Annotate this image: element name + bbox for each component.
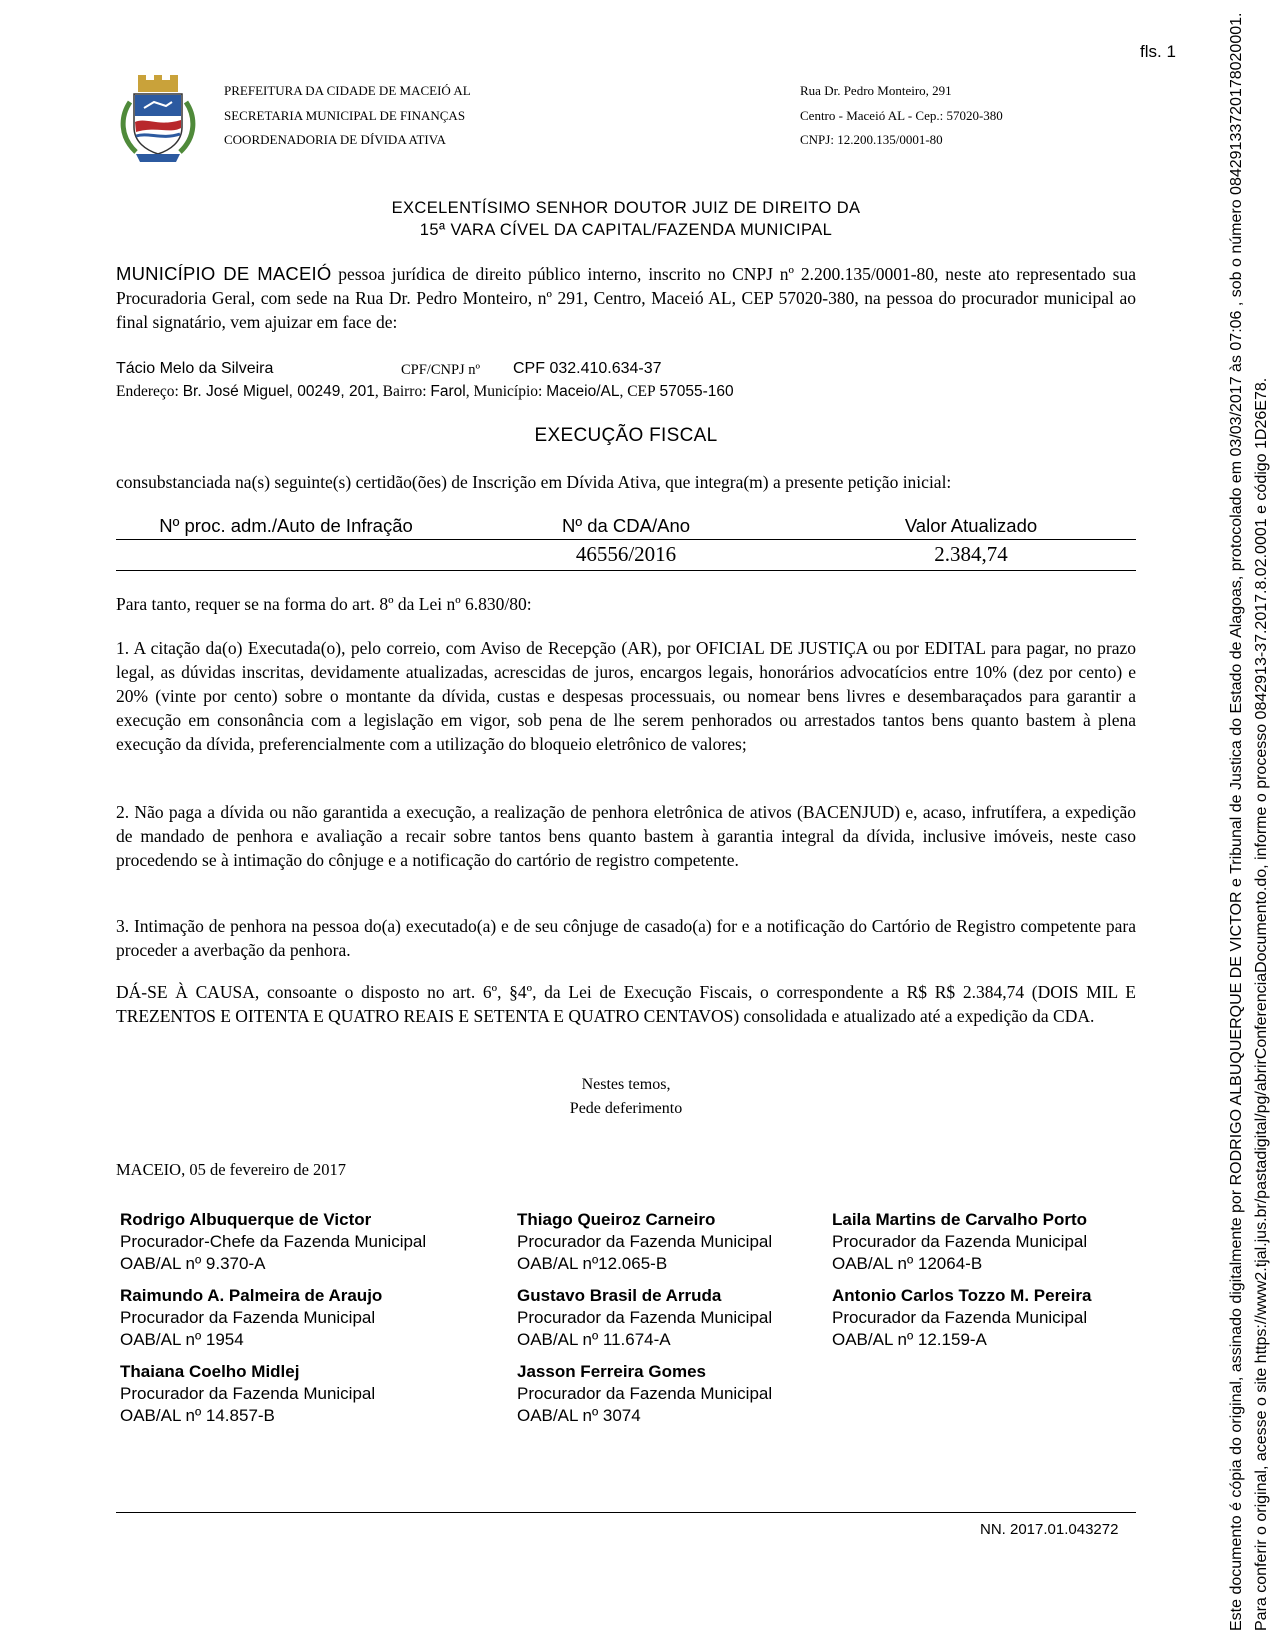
signatory-block	[517, 1209, 772, 1275]
header-line: CNPJ: 12.200.135/0001-80	[800, 132, 943, 147]
signatory-role: Procurador da Fazenda Municipal	[832, 1308, 1088, 1327]
petition-addressee	[116, 197, 1136, 241]
header-address-block	[800, 79, 1003, 153]
signatory-name: Thiago Queiroz Carneiro	[517, 1210, 716, 1229]
cda-cell: 46556/2016	[575, 542, 677, 566]
closing-line: Nestes temos,	[581, 1076, 671, 1093]
signatory-oab: OAB/AL nº 1954	[120, 1330, 244, 1349]
doc-label: CPF/CNPJ nº	[401, 362, 481, 378]
cda-table	[116, 513, 1136, 571]
signatory-block	[517, 1361, 772, 1427]
signatory-oab: OAB/AL nº 12064-B	[832, 1254, 983, 1273]
address-label: Endereço:	[116, 383, 179, 400]
address-value: Br. José Miguel, 00249, 201	[182, 383, 375, 400]
signatory-block	[120, 1209, 426, 1275]
signatory-oab: OAB/AL nº 3074	[517, 1406, 641, 1425]
signatory-name: Gustavo Brasil de Arruda	[517, 1286, 722, 1305]
request-item: 3. Intimação de penhora na pessoa do(a) executado(a) e de seu cônjuge de casado(a) for e a notificação do Cartório de Registro competente para proceder a averbação da penhora.	[116, 916, 1136, 960]
signatory-name: Laila Martins de Carvalho Porto	[832, 1210, 1088, 1229]
signatory-role: Procurador da Fazenda Municipal	[517, 1384, 773, 1403]
signatory-name: Rodrigo Albuquerque de Victor	[120, 1210, 372, 1229]
header-line: SECRETARIA MUNICIPAL DE FINANÇAS	[224, 107, 466, 123]
cep-value: 57055-160	[659, 383, 734, 400]
doc-value: CPF 032.410.634-37	[513, 360, 662, 377]
requests-intro: Para tanto, requer se na forma do art. 8º da Lei nº 6.830/80:	[116, 594, 532, 614]
addressee-line: 15ª VARA CÍVEL DA CAPITAL/FAZENDA MUNICIPAL	[419, 221, 833, 239]
signatory-oab: OAB/AL nº12.065-B	[517, 1254, 668, 1273]
intro-paragraph	[116, 262, 1136, 334]
bairro-value: Farol	[430, 383, 466, 400]
request-item: 1. A citação da(o) Executada(o), pelo correio, com Aviso de Recepção (AR), por OFICIAL DE JUSTIÇA ou por EDITAL para pagar, no prazo legal, as dúvidas inscritas, devidamente atualizadas, acrescidas de juros, encargos legais, honorários advocatícios entre 10% (dez por cento) e 20% (vinte por cento) sobre o montante da dívida, custas e despesas processuais, ou nomear bens livres e desembaraçados para garantir a execução em consonância com a legislação em vigor, sob pena de lhe serem penhorados ou arrestados tantos bens quanto bastem à plena execução da dívida, preferencialmente com a utilização do bloqueio eletrônico de valores;	[116, 638, 1136, 754]
side-note-line: Para conferir o original, acesse o site https://www2.tjal.jus.br/pastadigital/pg/abrirConferenciaDocumento.do, informe o processo 0842913-37.2017.8.02.0001 e código 1D26E78.	[1253, 377, 1270, 1631]
request-item: 2. Não paga a dívida ou não garantida a execução, a realização de penhora eletrônica de ativos (BACENJUD) e, acaso, infrutífera, a expedição de mandado de penhora e avaliação a recair sobre tantos bens quanto bastem à garantia integral da dívida, inclusive imóveis, neste caso procedendo se à intimação do cônjuge e a notificação do cartório de registro competente.	[116, 802, 1136, 870]
column-header: Nº proc. adm./Auto de Infração	[159, 515, 413, 536]
signatory-role: Procurador da Fazenda Municipal	[832, 1232, 1088, 1251]
valor-cell: 2.384,74	[934, 542, 1008, 566]
page-number-label: fls. 1	[1140, 42, 1176, 61]
signatory-role: Procurador da Fazenda Municipal	[120, 1308, 376, 1327]
intro-text: pessoa jurídica de direito público interno, inscrito no CNPJ nº 2.200.135/0001-80, neste ato representado sua Procuradoria Geral, com sede na Rua Dr. Pedro Monteiro, nº 291, Centro, Maceió AL, CEP 57020-380, na pessoa do procurador municipal ao final signatário, vem ajuizar em face de:	[116, 264, 1137, 332]
signatory-block	[517, 1285, 772, 1351]
signatory-block	[120, 1361, 375, 1427]
place-date: MACEIO, 05 de fevereiro de 2017	[116, 1160, 347, 1179]
signatory-oab: OAB/AL nº 12.159-A	[832, 1330, 987, 1349]
consubstanciada-text: consubstanciada na(s) seguinte(s) certidão(ões) de Inscrição em Dívida Ativa, que integra(m) a presente petição inicial:	[116, 472, 952, 492]
closing-line: Pede deferimento	[569, 1100, 683, 1117]
column-header: Nº da CDA/Ano	[561, 515, 691, 536]
signatory-oab: OAB/AL nº 9.370-A	[120, 1254, 266, 1273]
digital-signature-note	[1224, 6, 1274, 1631]
signatory-oab: OAB/AL nº 11.674-A	[517, 1330, 671, 1349]
defendant-block	[116, 360, 1136, 402]
municipal-crest-icon	[118, 72, 198, 164]
table-row	[116, 540, 1136, 571]
document-nn-number: NN. 2017.01.043272	[980, 1521, 1119, 1538]
signatory-oab: OAB/AL nº 14.857-B	[120, 1406, 275, 1425]
signatory-role: Procurador-Chefe da Fazenda Municipal	[120, 1232, 427, 1251]
bairro-label: , Bairro:	[374, 383, 427, 400]
plaintiff-name: MUNICÍPIO DE MACEIÓ	[116, 263, 332, 284]
action-title: EXECUÇÃO FISCAL	[534, 425, 718, 446]
signatory-block	[120, 1285, 382, 1351]
closing-block	[116, 1073, 1136, 1121]
column-header: Valor Atualizado	[904, 515, 1038, 536]
signatory-block	[832, 1209, 1087, 1275]
header-line: Rua Dr. Pedro Monteiro, 291	[800, 83, 952, 98]
defendant-name: Tácio Melo da Silveira	[116, 360, 274, 377]
cep-label: , CEP	[619, 383, 656, 400]
municipio-value: Maceio/AL	[546, 383, 620, 400]
signatory-role: Procurador da Fazenda Municipal	[120, 1384, 376, 1403]
signatory-role: Procurador da Fazenda Municipal	[517, 1308, 773, 1327]
header-line: COORDENADORIA DE DÍVIDA ATIVA	[224, 132, 446, 147]
municipio-label: , Município:	[465, 383, 543, 400]
signatory-name: Jasson Ferreira Gomes	[517, 1362, 706, 1381]
signatory-name: Raimundo A. Palmeira de Araujo	[120, 1286, 383, 1305]
side-note-line: Este documento é cópia do original, assinado digitalmente por RODRIGO ALBUQUERQUE DE VICTOR e Tribunal de Justica do Estado de Alagoas, protocolado em 03/03/2017 às 07:06 , sob o número 08429133720178020001.	[1228, 12, 1245, 1631]
header-line: PREFEITURA DA CIDADE DE MACEIÓ AL	[224, 83, 471, 98]
footer-divider	[116, 1512, 1136, 1513]
signatory-name: Antonio Carlos Tozzo M. Pereira	[832, 1286, 1092, 1305]
signatory-block	[832, 1285, 1091, 1351]
addressee-line: EXCELENTÍSIMO SENHOR DOUTOR JUIZ DE DIREITO DA	[391, 199, 861, 217]
header-line: Centro - Maceió AL - Cep.: 57020-380	[800, 107, 1003, 123]
header-institution-block	[224, 79, 471, 153]
valor-causa-paragraph: DÁ-SE À CAUSA, consoante o disposto no art. 6º, §4º, da Lei de Execução Fiscais, o correspondente a R$ R$ 2.384,74 (DOIS MIL E TREZENTOS E OITENTA E QUATRO REAIS E SETENTA E QUATRO CENTAVOS) consolidada e atualizado até a expedição da CDA.	[116, 982, 1136, 1026]
table-header-row	[116, 513, 1136, 540]
signatory-role: Procurador da Fazenda Municipal	[517, 1232, 773, 1251]
signatory-name: Thaiana Coelho Midlej	[120, 1362, 300, 1381]
